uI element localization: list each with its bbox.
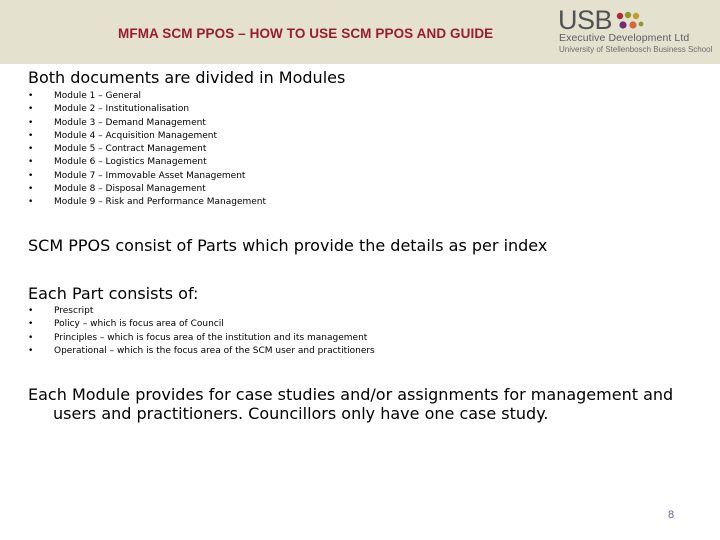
bullet-icon: • — [28, 197, 34, 208]
module-label: Module 9 – Risk and Performance Management — [54, 197, 267, 208]
list-item — [28, 143, 266, 156]
bullet-icon: • — [28, 117, 34, 128]
logo-mark: USB — [558, 5, 613, 35]
list-item — [28, 117, 266, 130]
page-number: 8 — [668, 509, 675, 521]
logo-dots-icon — [614, 10, 644, 34]
module-label: Module 7 – Immovable Asset Management — [54, 170, 246, 181]
list-item — [28, 305, 375, 318]
slide-header — [0, 0, 720, 64]
part-label: Operational – which is the focus area of the SCM user and practitioners — [54, 345, 375, 356]
module-label: Module 2 – Institutionalisation — [54, 104, 190, 115]
list-item — [28, 103, 266, 116]
bullet-icon: • — [28, 130, 34, 141]
part-label: Prescript — [54, 306, 94, 316]
list-item — [28, 318, 375, 331]
parts-heading: Each Part consists of: — [28, 284, 199, 303]
list-item — [28, 183, 266, 196]
logo-school-name: University of Stellenbosch Business School — [559, 45, 713, 54]
module-label: Module 4 – Acquisition Management — [54, 130, 217, 141]
slide-title: MFMA SCM PPOS – HOW TO USE SCM PPOS AND GUIDE — [118, 26, 494, 41]
closing-paragraph: Each Module provides for case studies and/or assignments for management and users and practitioners. Councillors only have one case study. — [28, 385, 674, 423]
bullet-icon: • — [28, 345, 34, 356]
list-item — [28, 170, 266, 183]
modules-list — [28, 90, 266, 210]
module-label: Module 3 – Demand Management — [54, 117, 206, 128]
list-item — [28, 130, 266, 143]
bullet-icon: • — [28, 319, 34, 330]
list-item — [28, 345, 375, 358]
modules-heading: Both documents are divided in Modules — [28, 68, 346, 87]
list-item — [28, 196, 266, 209]
module-label: Module 8 – Disposal Management — [54, 184, 206, 195]
part-label: Principles – which is focus area of the institution and its management — [54, 332, 368, 343]
bullet-icon: • — [28, 170, 34, 181]
bullet-icon: • — [28, 184, 34, 195]
parts-intro: SCM PPOS consist of Parts which provide the details as per index — [28, 236, 548, 255]
bullet-icon: • — [28, 91, 34, 101]
module-label: Module 1 – General — [54, 91, 142, 101]
list-item — [28, 332, 375, 345]
parts-list — [28, 305, 375, 358]
bullet-icon: • — [28, 332, 34, 343]
bullet-icon: • — [28, 306, 34, 316]
list-item — [28, 156, 266, 169]
bullet-icon: • — [28, 157, 34, 168]
list-item — [28, 90, 266, 103]
bullet-icon: • — [28, 144, 34, 155]
part-label: Policy – which is focus area of Council — [54, 319, 224, 330]
module-label: Module 5 – Contract Management — [54, 144, 207, 155]
bullet-icon: • — [28, 104, 34, 115]
usb-logo — [558, 5, 713, 56]
logo-company-name: Executive Development Ltd — [559, 32, 690, 44]
module-label: Module 6 – Logistics Management — [54, 157, 207, 168]
